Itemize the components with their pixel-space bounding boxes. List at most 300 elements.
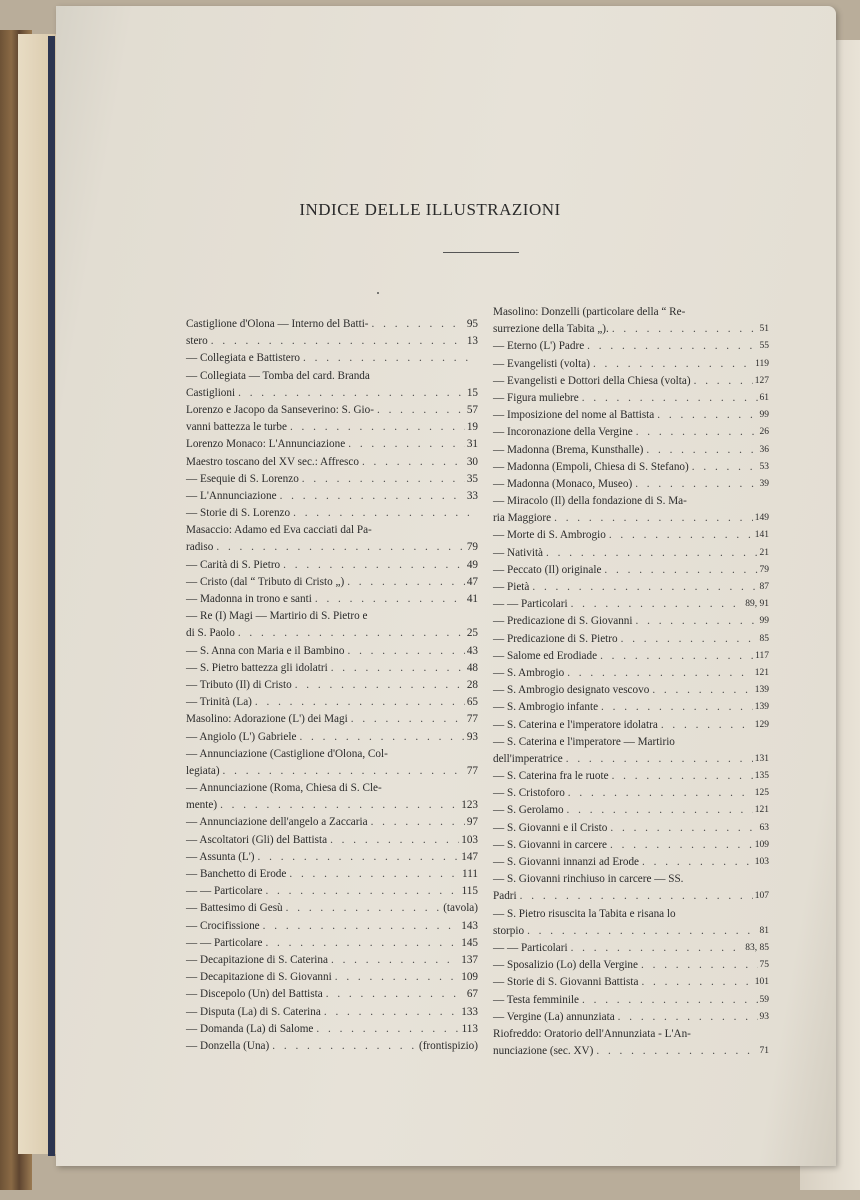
entry-title: Masaccio: Adamo ed Eva cacciati dal Pa- [186,524,372,537]
entry-title: — S. Ambrogio [493,666,565,679]
index-entry [186,505,478,522]
index-entry-line [186,900,478,917]
index-column-right [493,304,769,1060]
entry-title: — L'Annunciazione [186,489,277,502]
page-number: 55 [759,341,769,352]
index-entry-line [186,316,478,333]
index-entry [186,643,478,660]
index-entry-line [493,476,769,493]
page-number: 147 [461,850,478,863]
index-entry-line [493,940,769,957]
index-entry-line [493,424,769,441]
index-entry-line [493,717,769,734]
leader-dots [551,510,753,527]
index-entry [493,304,769,338]
page-number: 95 [466,318,478,330]
index-entry-line [493,562,769,579]
entry-title: — Evangelisti (volta) [493,357,590,370]
index-entry-line [186,883,478,900]
leader-dots [609,768,753,785]
page-number [476,350,478,367]
index-entry-line [493,1026,769,1043]
index-entry [186,900,478,917]
entry-title: — S. Giovanni e il Cristo [493,821,608,834]
index-entry-line [186,368,478,385]
page-number: 99 [759,410,769,421]
entry-title: — Discepolo (Un) del Battista [186,988,323,1001]
leader-dots [312,591,465,608]
entry-title: — Incoronazione della Vergine [493,426,633,439]
index-entry-line [493,459,769,476]
page-number: 47 [466,575,478,588]
leader-dots [283,900,442,917]
index-entry [493,699,769,716]
index-entry-line [493,906,769,923]
page-number: 139 [754,702,769,713]
entry-title: — Annunciazione dell'angelo a Zaccaria [186,816,368,829]
index-entry-line [186,866,478,883]
index-entry [186,591,478,608]
entry-title: Castiglioni [186,386,236,399]
entry-title: — Salome ed Erodiade [493,649,598,662]
index-entry [493,974,769,991]
index-entry-line [493,820,769,837]
leader-dots [564,802,753,819]
index-entry-line [493,510,769,527]
index-entry [186,1038,478,1055]
leader-dots [568,940,744,957]
entry-title: — S. Giovanni innanzi ad Erode [493,856,640,868]
index-entry [186,1021,478,1038]
entry-title: mente) [186,799,218,812]
entry-title: stero [186,335,208,348]
index-entry [493,356,769,373]
leader-dots [606,527,753,544]
page-number: 31 [466,438,478,451]
entry-title: nunciazione (sec. XV) [493,1045,594,1058]
leader-dots [235,625,465,642]
entry-title: — Esequie di S. Lorenzo [186,472,299,485]
index-entry-line [493,613,769,630]
leader-dots [345,436,465,453]
page-number: 115 [461,885,478,898]
entry-title: — Decapitazione di S. Giovanni [186,971,332,984]
index-entry-line [186,539,478,556]
leader-dots [601,562,757,579]
index-entry [493,545,769,562]
entry-title: — Madonna in trono e santi [186,593,312,605]
index-entry-line [186,1004,478,1021]
index-entry-line [186,557,478,574]
leader-dots [689,459,758,476]
index-entry-line [493,802,769,819]
index-entry-line [186,333,478,350]
page-number: 25 [466,627,478,640]
entry-title: — S. Anna con Maria e il Bambino [186,644,345,657]
leader-dots [213,539,464,556]
leader-dots [321,1004,459,1021]
index-entry-line [493,854,769,871]
leader-dots [593,1043,757,1060]
entry-title: Riofreddo: Oratorio dell'Annunziata - L'An- [493,1027,691,1040]
index-entry [493,338,769,355]
index-entry-line [493,665,769,682]
index-entry [186,557,478,574]
index-entry-line [493,992,769,1009]
leader-dots [691,373,753,390]
index-entry-line [493,1043,769,1060]
leader-dots [327,832,459,849]
index-entry-line [493,768,769,785]
index-entry [186,350,478,367]
entry-title: — Eterno (L') Padre [493,340,585,353]
leader-dots [220,763,465,780]
entry-title: — — Particolare [186,885,263,898]
entry-title: — Cristo (dal “ Tributo di Cristo „) [186,575,345,588]
index-entry-line [186,814,478,831]
entry-title: — S. Pietro risuscita la Tabita e risana lo [493,907,676,920]
page-number: 28 [466,678,478,691]
page-number: 26 [759,427,769,438]
entry-title: — S. Ambrogio infante [493,701,599,714]
leader-dots [598,699,753,716]
index-entry-line [186,608,478,625]
leader-dots [638,957,758,974]
entry-title: — — Particolare [186,936,263,949]
entry-title: di S. Paolo [186,627,235,640]
index-entry-line [493,407,769,424]
page-number: 85 [759,633,769,644]
index-entry [493,613,769,630]
page-number [370,368,372,385]
page-number: 149 [754,513,769,524]
page-number: 30 [466,455,478,468]
page-number: 21 [759,547,769,558]
index-entry-line [493,682,769,699]
entry-title: — S. Giovanni in carcere [493,838,608,851]
index-entry-line [186,969,478,986]
index-entry [493,802,769,819]
entry-title: legiata) [186,764,220,777]
entry-title: — Morte di S. Ambrogio [493,529,606,542]
page-number: 77 [466,764,478,777]
index-entry [493,734,769,768]
index-entry [493,768,769,785]
index-entry [186,522,478,556]
leader-dots [287,419,465,436]
index-entry-line [186,763,478,780]
page-number: 133 [461,1005,478,1018]
index-entry [493,1026,769,1060]
leader-dots [368,814,465,831]
index-entry [186,883,478,900]
entry-title: Castiglione d'Olona — Interno del Batti- [186,318,369,330]
leader-dots [290,505,476,522]
page-number: 113 [461,1022,478,1035]
page-number [476,505,478,522]
index-entry [186,746,478,780]
index-entry [186,677,478,694]
index-entry [493,407,769,424]
index-entry [186,814,478,831]
page-number: 129 [754,719,769,730]
index-entry-line [493,304,769,321]
leader-dots [633,424,758,441]
index-entry-line [493,751,769,768]
entry-title: Maestro toscano del XV sec.: Affresco [186,455,359,468]
entry-title: — S. Caterina fra le ruote [493,770,609,783]
entry-title: — Predicazione di S. Giovanni [493,615,633,628]
entry-title: — Peccato (Il) originale [493,563,602,576]
page-number: 121 [754,667,769,678]
leader-dots [579,390,758,407]
entry-title: — Annunciazione (Castiglione d'Olona, Col- [186,747,388,760]
page-number: 65 [466,696,478,709]
entry-title: — S. Cristoforo [493,787,565,800]
leader-dots [584,338,757,355]
index-entry-line [493,631,769,648]
index-entry [186,694,478,711]
index-entry-line [186,780,478,797]
entry-title: — S. Giovanni rinchiuso in carcere — SS. [493,873,684,886]
page-number: 103 [461,833,478,846]
index-entry [186,866,478,883]
entry-title: Masolino: Donzelli (particolare della “ Re- [493,306,686,318]
entry-title: — Disputa (La) di S. Caterina [186,1005,321,1018]
index-entry-line [493,923,769,940]
index-entry [186,368,478,402]
page-number [372,522,374,539]
leader-dots [260,918,460,935]
entry-title: — S. Ambrogio designato vescovo [493,684,650,697]
page-number: 35 [466,472,478,485]
entry-title: — Evangelisti e Dottori della Chiesa (volta) [493,374,691,387]
leader-dots [524,923,757,940]
index-entry [186,711,478,728]
entry-title: — S. Pietro battezza gli idolatri [186,661,328,674]
leader-dots [208,333,465,350]
index-entry-line [186,643,478,660]
page-number: 19 [466,421,478,434]
leader-dots [517,888,753,905]
page-number [683,871,685,888]
index-entry [493,854,769,871]
page-number: 63 [759,822,769,833]
entry-title: — Madonna (Brema, Kunsthalle) [493,443,644,456]
leader-dots [328,660,465,677]
page-number [382,780,384,797]
leader-dots [615,1009,758,1026]
leader-dots [563,751,753,768]
leader-dots [255,849,460,866]
page-number: 59 [759,994,769,1005]
index-entry-line [493,837,769,854]
index-entry [493,837,769,854]
index-entry-line [186,1021,478,1038]
page-number: 103 [754,857,769,867]
entry-title: — Ascoltatori (Gli) del Battista [186,833,328,846]
index-entry [186,471,478,488]
index-entry [186,832,478,849]
page-number: 15 [466,386,478,399]
page-number: 89, 91 [745,599,769,610]
page-number: 48 [466,661,478,674]
index-entry-line [493,871,769,888]
index-entry [493,527,769,544]
entry-title: — Banchetto di Erode [186,868,287,880]
leader-dots [579,992,757,1009]
index-entry-line [493,373,769,390]
index-entry-line [186,505,478,522]
page-number: 117 [755,650,769,661]
index-entry [186,986,478,1003]
index-entry-line [493,545,769,562]
entry-title: Padri [493,890,517,903]
leader-dots [654,407,757,424]
page-number: 107 [754,891,769,902]
index-entry-line [493,338,769,355]
index-entry-line [186,952,478,969]
page-number: (frontispizio) [418,1039,478,1052]
page-number: 49 [466,558,478,571]
page-title: INDICE DELLE ILLUSTRAZIONI [299,200,561,219]
entry-title: — Donzella (Una) [186,1039,270,1052]
leader-dots [252,694,465,711]
entry-title: surrezione della Tabita „). [493,323,609,336]
index-entry-line [493,888,769,905]
index-entry-line [186,591,478,608]
leader-dots [374,402,465,419]
index-entry [493,579,769,596]
page-number: 36 [759,444,769,455]
index-entry [493,442,769,459]
page-number: 119 [755,358,769,369]
entry-title: — Re (I) Magi — Martirio di S. Pietro e [186,610,368,623]
entry-title: — Figura muliebre [493,391,579,404]
page-number [388,746,390,763]
index-entry-line [186,797,478,814]
index-entry [493,459,769,476]
leader-dots [658,717,753,734]
entry-title: dell'imperatrice [493,752,563,765]
index-entry [186,849,478,866]
leader-dots [597,648,753,665]
index-entry-line [493,356,769,373]
index-entry [186,436,478,453]
index-entry-line [493,390,769,407]
page-number: 131 [754,753,769,764]
leader-dots [633,613,758,630]
page-number: 97 [466,816,478,829]
page-number: 127 [754,375,769,386]
entry-title: — Carità di S. Pietro [186,558,281,571]
index-entry [493,906,769,940]
entry-title: — Trinità (La) [186,696,252,709]
leader-dots [296,729,464,746]
leader-dots [344,643,464,660]
leader-dots [632,476,757,493]
entry-title: — Storie di S. Giovanni Battista [493,976,639,989]
index-entry-line [493,527,769,544]
page-number [691,1026,693,1043]
index-entry [493,390,769,407]
page-number: 41 [466,593,478,605]
index-entry [493,562,769,579]
entry-title: — Miracolo (Il) della fondazione di S. Ma- [493,495,687,508]
index-entry-line [186,454,478,471]
index-entry [186,935,478,952]
page-number: 93 [466,730,478,743]
entry-title: Lorenzo e Jacopo da Sanseverino: S. Gio- [186,403,374,416]
entry-title: storpio [493,924,525,937]
leader-dots [286,866,460,883]
leader-dots [609,321,758,338]
leader-dots [323,986,465,1003]
entry-title: — Sposalizio (Lo) della Vergine [493,959,638,972]
page-number [676,906,678,923]
leader-dots [280,557,465,574]
index-entry-line [186,729,478,746]
index-entry [493,957,769,974]
leader-dots [529,579,757,596]
entry-title: — — Particolari [493,598,568,611]
index-entry [493,682,769,699]
index-entry [186,316,478,350]
entry-title: — Collegiata — Tomba del card. Branda [186,369,370,382]
leader-dots [235,385,465,402]
index-entry [493,665,769,682]
index-entry [186,488,478,505]
page-number: 43 [466,644,478,657]
index-entry [186,729,478,746]
index-entry [493,596,769,613]
leader-dots [649,682,752,699]
entry-title: ria Maggiore [493,512,552,525]
index-entry-line [493,596,769,613]
page-number: 61 [759,392,769,403]
index-entry [186,660,478,677]
leader-dots [292,677,465,694]
index-entry [493,871,769,905]
entry-title: — S. Caterina e l'imperatore — Martirio [493,735,675,748]
page-number: 39 [759,478,769,489]
index-entry [186,918,478,935]
index-entry-line [186,935,478,952]
page-number: 79 [466,541,478,554]
leader-dots [369,316,465,333]
page-number: 139 [754,685,769,696]
index-entry [186,574,478,591]
index-entry [493,785,769,802]
index-entry [493,631,769,648]
index-entry [493,717,769,734]
index-entry [186,454,478,471]
leader-dots [269,1038,417,1055]
page-number: 75 [759,960,769,971]
entry-title: — Vergine (La) annunziata [493,1010,615,1023]
index-entry-line [493,699,769,716]
index-entry-line [493,957,769,974]
page-number: 79 [759,564,769,575]
leader-dots [217,797,459,814]
leader-dots [590,356,753,373]
leader-dots [328,952,459,969]
leader-dots [300,350,476,367]
leader-dots [344,574,465,591]
index-entry-line [493,579,769,596]
page-number: 99 [759,616,769,627]
index-entry-line [493,321,769,338]
